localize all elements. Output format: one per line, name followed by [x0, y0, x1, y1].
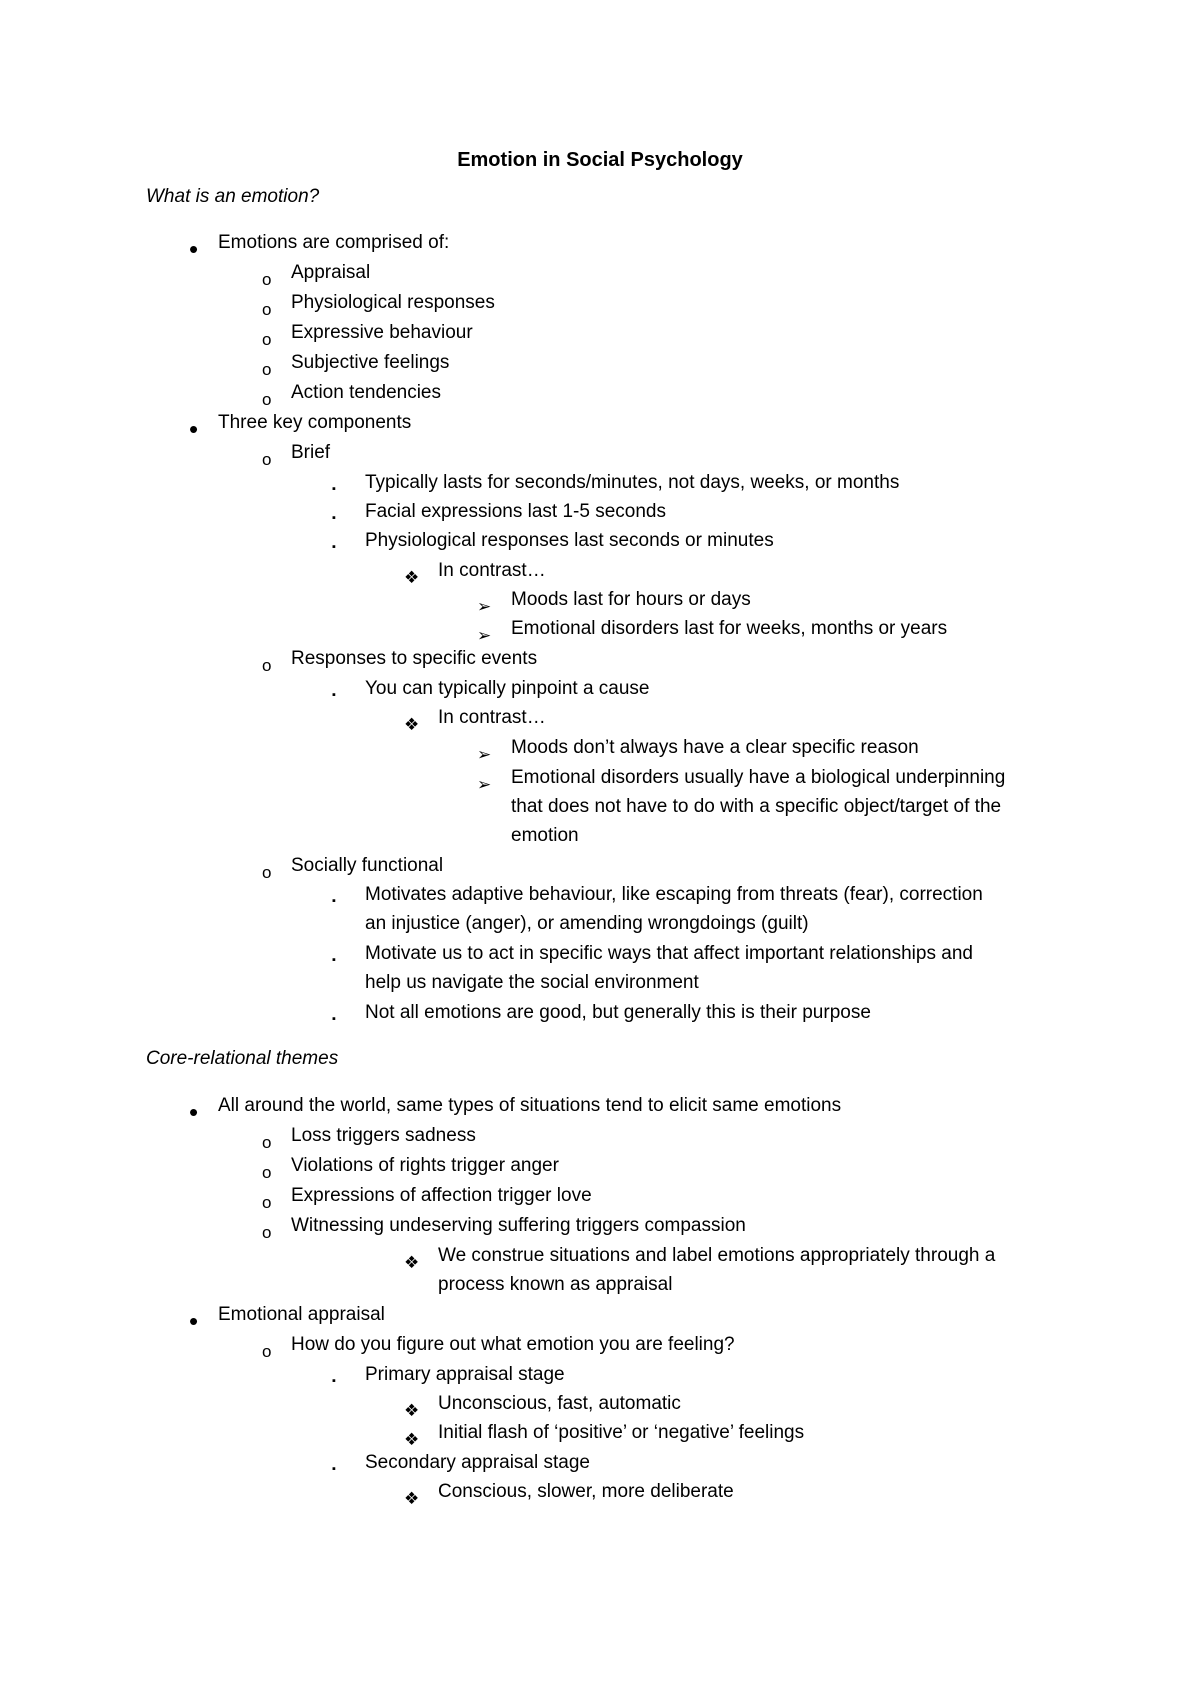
bullet-square-icon: ▪ [332, 1013, 336, 1025]
bullet-arrow-icon: ➢ [477, 597, 492, 616]
list-item: All around the world, same types of situations tend to elicit same emotions [218, 1095, 842, 1116]
list-item: Facial expressions last 1-5 seconds [365, 501, 666, 522]
list-item: Moods don’t always have a clear specific reason [511, 737, 919, 758]
bullet-square-icon: ▪ [332, 483, 336, 495]
list-item: Brief [291, 442, 331, 463]
bullet-circle-icon: o [262, 1133, 272, 1152]
bullet-circle-icon: o [262, 390, 272, 409]
list-item: Physiological responses last seconds or minutes [365, 530, 774, 551]
list-item: Subjective feelings [291, 352, 450, 373]
list-item: Responses to specific events [291, 648, 538, 669]
list-item: Unconscious, fast, automatic [438, 1393, 681, 1414]
bullet-circle-icon: o [262, 450, 272, 469]
bullet-disc-icon: • [189, 414, 199, 444]
bullet-square-icon: ▪ [332, 512, 336, 524]
list-item: Initial flash of ‘positive’ or ‘negative’ feelings [438, 1422, 805, 1443]
list-item: an injustice (anger), or amending wrongdoings (guilt) [365, 913, 809, 934]
list-item: Expressive behaviour [291, 322, 473, 343]
list-item: Socially functional [291, 855, 444, 876]
list-item: Not all emotions are good, but generally this is their purpose [365, 1002, 871, 1023]
bullet-circle-icon: o [262, 300, 272, 319]
list-item: In contrast… [438, 560, 546, 581]
bullet-diamond-icon: ❖ [404, 1489, 420, 1508]
bullet-square-icon: ▪ [332, 1463, 336, 1475]
list-item: In contrast… [438, 707, 546, 728]
bullet-square-icon: ▪ [332, 954, 336, 966]
list-item: Action tendencies [291, 382, 441, 403]
bullet-square-icon: ▪ [332, 541, 336, 553]
bullet-square-icon: ▪ [332, 1375, 336, 1387]
document-title: Emotion in Social Psychology [457, 149, 743, 171]
bullet-diamond-icon: ❖ [404, 1253, 420, 1272]
list-item: Physiological responses [291, 292, 495, 313]
list-item: Motivate us to act in specific ways that affect important relationships and [365, 943, 973, 964]
bullet-circle-icon: o [262, 1342, 272, 1361]
bullet-square-icon: ▪ [332, 895, 336, 907]
section-heading: What is an emotion? [146, 186, 320, 207]
bullet-circle-icon: o [262, 1163, 272, 1182]
bullet-circle-icon: o [262, 360, 272, 379]
bullet-circle-icon: o [262, 270, 272, 289]
list-item: You can typically pinpoint a cause [365, 678, 650, 699]
bullet-circle-icon: o [262, 1193, 272, 1212]
list-item: Emotional appraisal [218, 1304, 385, 1325]
list-item: emotion [511, 825, 579, 846]
bullet-square-icon: ▪ [332, 689, 336, 701]
bullet-circle-icon: o [262, 330, 272, 349]
bullet-arrow-icon: ➢ [477, 745, 492, 764]
list-item: process known as appraisal [438, 1274, 673, 1295]
bullet-circle-icon: o [262, 656, 272, 675]
bullet-circle-icon: o [262, 1223, 272, 1242]
list-item: How do you figure out what emotion you are feeling? [291, 1334, 735, 1355]
list-item: Typically lasts for seconds/minutes, not days, weeks, or months [365, 472, 900, 493]
list-item: Emotional disorders last for weeks, months or years [511, 618, 948, 639]
list-item: Loss triggers sadness [291, 1125, 476, 1146]
section-heading: Core-relational themes [146, 1048, 339, 1069]
list-item: Moods last for hours or days [511, 589, 751, 610]
list-item: We construe situations and label emotions appropriately through a [438, 1245, 996, 1266]
bullet-diamond-icon: ❖ [404, 1401, 420, 1420]
list-item: that does not have to do with a specific object/target of the [511, 796, 1002, 817]
list-item: Three key components [218, 412, 412, 433]
list-item: Appraisal [291, 262, 371, 283]
list-item: help us navigate the social environment [365, 972, 699, 993]
list-item: Expressions of affection trigger love [291, 1185, 592, 1206]
bullet-diamond-icon: ❖ [404, 715, 420, 734]
list-item: Witnessing undeserving suffering triggers compassion [291, 1215, 746, 1236]
bullet-diamond-icon: ❖ [404, 1430, 420, 1449]
list-item: Conscious, slower, more deliberate [438, 1481, 734, 1502]
list-item: Violations of rights trigger anger [291, 1155, 559, 1176]
list-item: Emotional disorders usually have a biological underpinning [511, 767, 1006, 788]
bullet-arrow-icon: ➢ [477, 775, 492, 794]
list-item: Secondary appraisal stage [365, 1452, 590, 1473]
list-item: Motivates adaptive behaviour, like escaping from threats (fear), correction [365, 884, 983, 905]
list-item: Emotions are comprised of: [218, 232, 450, 253]
list-item: Primary appraisal stage [365, 1364, 565, 1385]
bullet-disc-icon: • [189, 1097, 199, 1127]
bullet-circle-icon: o [262, 863, 272, 882]
bullet-disc-icon: • [189, 1306, 199, 1336]
bullet-disc-icon: • [189, 234, 199, 264]
bullet-arrow-icon: ➢ [477, 626, 492, 645]
bullet-diamond-icon: ❖ [404, 568, 420, 587]
